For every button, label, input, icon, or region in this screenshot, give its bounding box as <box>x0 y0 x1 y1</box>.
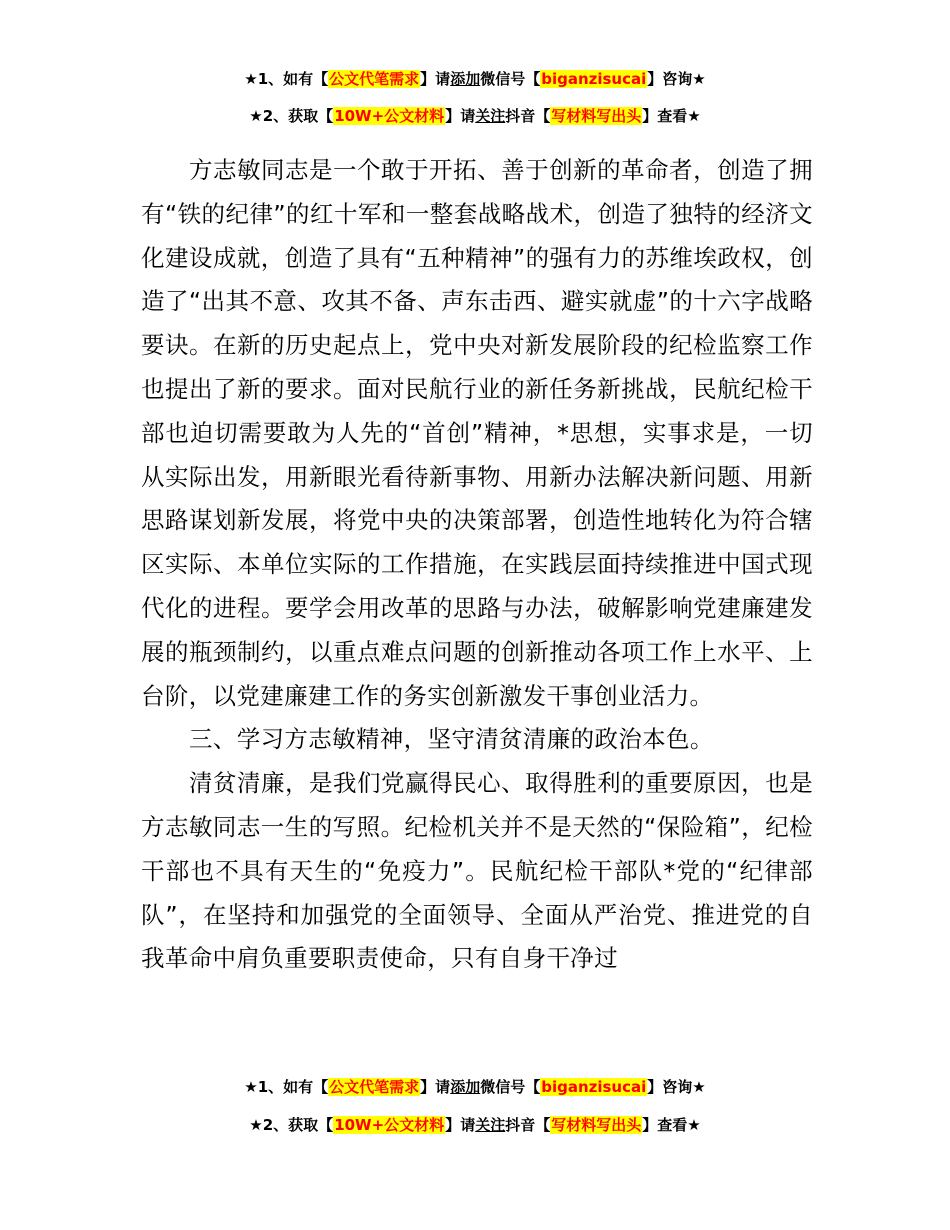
banner-highlight-wechat-id: biganzisucai <box>541 70 647 88</box>
banner-text: 微信号【 <box>480 70 541 88</box>
banner-emphasis: 关注 <box>475 107 506 125</box>
top-banner-line-1 <box>0 69 950 89</box>
banner-suffix: 】查看★ <box>642 1116 701 1134</box>
banner-suffix: 】查看★ <box>642 107 701 125</box>
banner-prefix: ★2、获取【 <box>249 107 334 125</box>
paragraph-innovation: 方志敏同志是一个敢于开拓、善于创新的革命者，创造了拥有“铁的纪律”的红十军和一整套战略战术，创造了独特的经济文化建设成就，创造了具有“五种精神”的强有力的苏维埃政权，创造了“出其不意、攻其不备、声东击西、避实就虚”的十六字战略要诀。在新的历史起点上，党中央对新发展阶段的纪检监察工作也提出了新的要求。面对民航行业的新任务新挑战，民航纪检干部也迫切需要敢为人先的“首创”精神，*思想，实事求是，一切从实际出发，用新眼光看待新事物、用新办法解决新问题、用新思路谋划新发展，将党中央的决策部署，创造性地转化为符合辖区实际、本单位实际的工作措施，在实践层面持续推进中国式现代化的进程。要学会用改革的思路与办法，破解影响党建廉建发展的瓶颈制约，以重点难点问题的创新推动各项工作上水平、上台阶，以党建廉建工作的务实创新激发干事创业活力。 <box>141 156 813 710</box>
banner-prefix: ★1、如有【 <box>244 70 329 88</box>
banner-text: 抖音【 <box>505 107 551 125</box>
banner-emphasis: 添加 <box>450 70 481 88</box>
document-body <box>141 149 813 981</box>
banner-highlight-douyin-account: 写材料写出头 <box>551 1116 642 1134</box>
banner-text: 抖音【 <box>505 1116 551 1134</box>
banner-text: 】请 <box>420 1078 451 1096</box>
banner-highlight-douyin-account: 写材料写出头 <box>551 107 642 125</box>
top-banner-line-2 <box>0 106 950 126</box>
banner-emphasis: 添加 <box>450 1078 481 1096</box>
banner-text: 】请 <box>445 107 476 125</box>
banner-highlight-materials: 10W+公文材料 <box>334 107 445 125</box>
banner-text: 】请 <box>445 1116 476 1134</box>
banner-emphasis: 关注 <box>475 1116 506 1134</box>
section-heading-3: 三、学习方志敏精神，坚守清贫清廉的政治本色。 <box>189 725 714 754</box>
banner-suffix: 】咨询★ <box>647 1078 706 1096</box>
banner-highlight-materials: 10W+公文材料 <box>334 1116 445 1134</box>
banner-suffix: 】咨询★ <box>647 70 706 88</box>
paragraph-integrity: 清贫清廉，是我们党赢得民心、取得胜利的重要原因，也是方志敏同志一生的写照。纪检机关并不是天然的“保险箱”，纪检干部也不具有天生的“免疫力”。民航纪检干部队*党的“纪律部队”，在坚持和加强党的全面领导、全面从严治党、推进党的自我革命中肩负重要职责使命，只有自身干净过 <box>141 769 813 973</box>
bottom-banner-line-2 <box>0 1115 950 1135</box>
banner-text: 微信号【 <box>480 1078 541 1096</box>
banner-prefix: ★2、获取【 <box>249 1116 334 1134</box>
bottom-banner-line-1 <box>0 1077 950 1097</box>
banner-highlight-service: 公文代笔需求 <box>329 1078 420 1096</box>
banner-highlight-service: 公文代笔需求 <box>329 70 420 88</box>
banner-prefix: ★1、如有【 <box>244 1078 329 1096</box>
banner-text: 】请 <box>420 70 451 88</box>
banner-highlight-wechat-id: biganzisucai <box>541 1078 647 1096</box>
